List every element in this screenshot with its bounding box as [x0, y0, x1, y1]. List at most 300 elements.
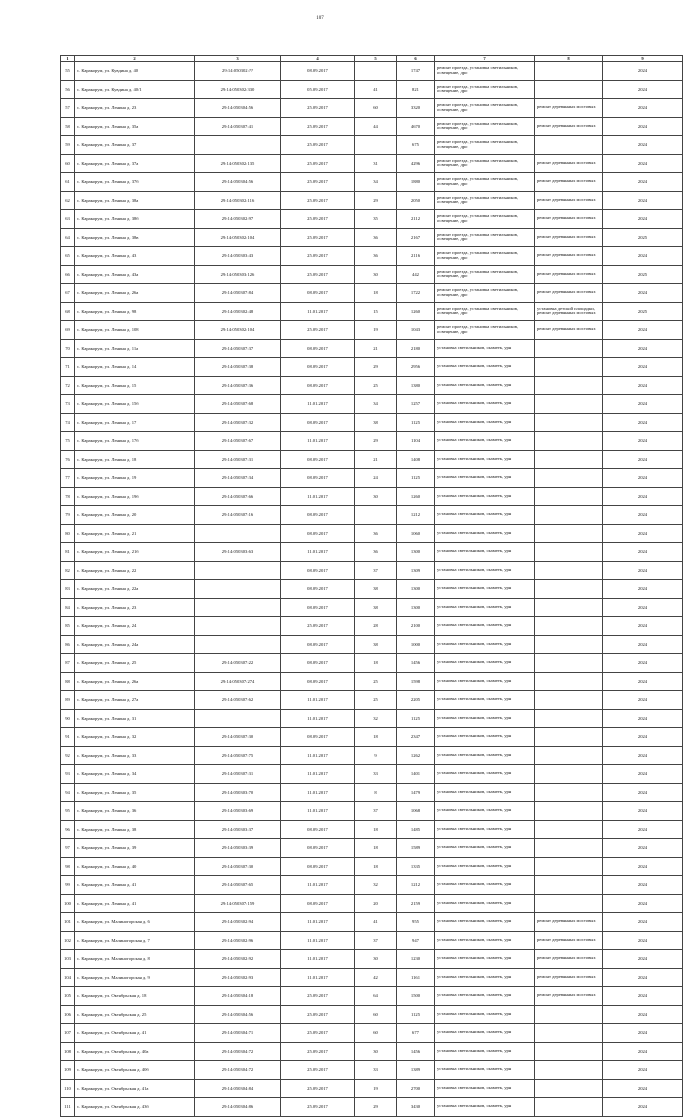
table-cell: 29:14:050302:135 — [195, 154, 281, 173]
table-cell — [535, 635, 603, 654]
table-cell: 2024 — [603, 691, 683, 710]
table-cell: 19 — [355, 1079, 397, 1098]
table-cell: 2024 — [603, 765, 683, 784]
table-cell: с. Каракорум, ул. Ленина д. 15 — [75, 376, 195, 395]
table-row — [61, 746, 683, 765]
table-cell: 2024 — [603, 136, 683, 155]
table-cell: с. Каракорум, ул. Малиногорская д. 7 — [75, 931, 195, 950]
table-row — [61, 62, 683, 81]
table-cell: 11.01.2017 — [281, 876, 355, 895]
table-cell: 11.01.2017 — [281, 783, 355, 802]
table-cell: 1500 — [397, 987, 435, 1006]
table-cell: 08.09.2017 — [281, 894, 355, 913]
table-cell — [535, 1042, 603, 1061]
table-cell: 1456 — [397, 1042, 435, 1061]
table-cell: 30 — [355, 487, 397, 506]
table-cell: 2024 — [603, 395, 683, 414]
column-header: 8 — [535, 56, 603, 62]
table-cell: с. Каракорум, ул. Ленина д. 22а — [75, 580, 195, 599]
table-cell: 90 — [61, 709, 75, 728]
table-cell: 25.09.2017 — [281, 1042, 355, 1061]
table-cell: 1068 — [397, 802, 435, 821]
table-cell: установка светильников, скамеек, урн — [435, 876, 535, 895]
table-cell: 29:14:050302:104 — [195, 228, 281, 247]
table-cell: 29 — [355, 358, 397, 377]
table-row — [61, 376, 683, 395]
table-cell: 11.01.2017 — [281, 968, 355, 987]
table-cell: 29:14:050304:72 — [195, 1042, 281, 1061]
column-header: 5 — [355, 56, 397, 62]
table-cell — [195, 617, 281, 636]
table-cell: с. Каракорум, ул. Ленина д. 24а — [75, 635, 195, 654]
table-cell: 78 — [61, 487, 75, 506]
table-cell: 2024 — [603, 62, 683, 81]
table-cell: с. Каракорум, ул. Кувдина д. 40 — [75, 62, 195, 81]
table-cell — [195, 598, 281, 617]
table-cell — [535, 1024, 603, 1043]
table-cell: 29:14:050304:84 — [195, 1079, 281, 1098]
table-cell — [535, 617, 603, 636]
table-cell: 08.09.2017 — [281, 62, 355, 81]
table-cell: с. Каракорум, ул. Ленина д. 38а — [75, 191, 195, 210]
table-cell: с. Каракорум, ул. Октябрьская д. 18 — [75, 987, 195, 1006]
table-cell: 11.01.2017 — [281, 709, 355, 728]
table-row — [61, 450, 683, 469]
table-cell: с. Каракорум, ул. Малиногорская д. 9 — [75, 968, 195, 987]
table-cell: 29:14:050304:56 — [195, 1005, 281, 1024]
table-cell: 1212 — [397, 506, 435, 525]
table-cell: 08.09.2017 — [281, 561, 355, 580]
table-cell: 73 — [61, 395, 75, 414]
table-cell: 2024 — [603, 1079, 683, 1098]
table-cell: 29:14:050304:56 — [195, 173, 281, 192]
table-cell — [535, 1098, 603, 1117]
table-row — [61, 783, 683, 802]
table-cell — [355, 62, 397, 81]
table-row — [61, 524, 683, 543]
table-cell: 28 — [355, 617, 397, 636]
table-cell: 11.01.2017 — [281, 543, 355, 562]
table-cell: 2024 — [603, 469, 683, 488]
table-cell: с. Каракорум, ул. Ленина д. 38в — [75, 228, 195, 247]
table-row — [61, 1024, 683, 1043]
table-cell — [535, 450, 603, 469]
table-cell: 08.09.2017 — [281, 598, 355, 617]
table-cell: 89 — [61, 691, 75, 710]
table-cell: с. Каракорум, ул. Октябрьская д. 41 — [75, 1024, 195, 1043]
table-cell: 25.09.2017 — [281, 321, 355, 340]
table-cell — [535, 580, 603, 599]
table-cell: ремонт деревянных мостовых — [535, 228, 603, 247]
table-cell: 11.01.2017 — [281, 302, 355, 321]
table-cell — [535, 654, 603, 673]
table-cell: с. Каракорум, ул. Октябрьская д. 43б — [75, 1098, 195, 1117]
table-cell: 29:14:050302:116 — [195, 191, 281, 210]
table-cell: установка светильников, скамеек, урн — [435, 931, 535, 950]
table-cell: 29:14:050302:104 — [195, 321, 281, 340]
table-cell: 2180 — [397, 339, 435, 358]
table-row — [61, 839, 683, 858]
table-cell: 2024 — [603, 950, 683, 969]
table-cell: установка светильников, скамеек, урн — [435, 543, 535, 562]
table-row — [61, 968, 683, 987]
table-cell: 101 — [61, 913, 75, 932]
table-cell: 2025 — [603, 302, 683, 321]
table-cell: 2024 — [603, 1098, 683, 1117]
table-row — [61, 950, 683, 969]
table-cell: 2024 — [603, 894, 683, 913]
table-cell: 110 — [61, 1079, 75, 1098]
table-cell: 2024 — [603, 339, 683, 358]
table-row — [61, 339, 683, 358]
table-cell: установка светильников, скамеек, урн — [435, 1098, 535, 1117]
table-cell: 1479 — [397, 783, 435, 802]
table-cell: 2024 — [603, 210, 683, 229]
table-cell: с. Каракорум, ул. Октябрьская д. 41а — [75, 1079, 195, 1098]
table-cell: 18 — [355, 857, 397, 876]
table-row — [61, 1005, 683, 1024]
table-cell: 11.01.2017 — [281, 487, 355, 506]
table-cell: 1598 — [397, 672, 435, 691]
table-cell: ремонт деревянных мостовых — [535, 99, 603, 118]
table-cell: 34 — [355, 173, 397, 192]
table-cell: 29:14:050304:71 — [195, 1024, 281, 1043]
table-cell — [535, 487, 603, 506]
table-cell — [535, 728, 603, 747]
table-cell: 57 — [61, 99, 75, 118]
table-cell: 1125 — [397, 1005, 435, 1024]
table-cell: 29:14:050307:38 — [195, 358, 281, 377]
table-cell: 08.09.2017 — [281, 654, 355, 673]
table-cell: 2024 — [603, 321, 683, 340]
table-cell: 08.09.2017 — [281, 469, 355, 488]
table-cell: 60 — [355, 1005, 397, 1024]
table-cell — [535, 136, 603, 155]
table-cell: 29:14:050302:48 — [195, 302, 281, 321]
table-cell: 2024 — [603, 672, 683, 691]
table-cell: 08.09.2017 — [281, 580, 355, 599]
table-row — [61, 1079, 683, 1098]
table-cell: 25.09.2017 — [281, 117, 355, 136]
table-row — [61, 987, 683, 1006]
table-cell: 2024 — [603, 376, 683, 395]
table-cell: 08.09.2017 — [281, 284, 355, 303]
table-cell: 21 — [355, 339, 397, 358]
table-cell: установка светильников, скамеек, урн — [435, 968, 535, 987]
table-cell: 29:14:050303:69 — [195, 802, 281, 821]
table-row — [61, 136, 683, 155]
table-cell: 65 — [61, 247, 75, 266]
table-cell: с. Каракорум, ул. Ленина д. 32 — [75, 728, 195, 747]
table-cell: 1125 — [397, 469, 435, 488]
table-row — [61, 432, 683, 451]
table-cell: 29:14:050302:92 — [195, 950, 281, 969]
table-cell: 104 — [61, 968, 75, 987]
table-cell: 3320 — [397, 99, 435, 118]
table-cell: установка светильников, скамеек, урн — [435, 1061, 535, 1080]
table-cell: 2024 — [603, 506, 683, 525]
table-cell: 1300 — [397, 598, 435, 617]
table-cell: с. Каракорум, ул. Малиногорская д. 6 — [75, 913, 195, 932]
table-cell: ремонт проезда, установка светильников, освещение, дро — [435, 117, 535, 136]
table-cell — [535, 469, 603, 488]
table-cell: 25.09.2017 — [281, 210, 355, 229]
table-cell: 2024 — [603, 284, 683, 303]
table-cell: 947 — [397, 931, 435, 950]
table-cell: 71 — [61, 358, 75, 377]
table-cell: 25.09.2017 — [281, 617, 355, 636]
table-cell — [355, 506, 397, 525]
table-cell: 18 — [355, 839, 397, 858]
table-row — [61, 802, 683, 821]
table-cell: 68 — [61, 302, 75, 321]
table-cell: 29 — [355, 191, 397, 210]
table-row — [61, 117, 683, 136]
table-cell: 106 — [61, 1005, 75, 1024]
table-cell: 29:14:050307:30 — [195, 728, 281, 747]
table-cell: 2024 — [603, 1042, 683, 1061]
table-cell: ремонт деревянных мостовых — [535, 117, 603, 136]
table-cell: с. Каракорум, ул. Октябрьская д. 40б — [75, 1061, 195, 1080]
table-cell: установка светильников, скамеек, урн — [435, 358, 535, 377]
table-cell: 105 — [61, 987, 75, 1006]
table-cell: 85 — [61, 617, 75, 636]
table-cell: 1309 — [397, 561, 435, 580]
table-row — [61, 487, 683, 506]
table-cell: 25.09.2017 — [281, 173, 355, 192]
table-cell: ремонт деревянных мостовых — [535, 210, 603, 229]
table-cell: 29 — [355, 1098, 397, 1117]
table-cell: 1380 — [397, 376, 435, 395]
table-cell: 25 — [355, 691, 397, 710]
table-cell: 29:14:050302:94 — [195, 913, 281, 932]
table-cell: 97 — [61, 839, 75, 858]
column-header: 4 — [281, 56, 355, 62]
table-cell: 08.09.2017 — [281, 524, 355, 543]
table-cell: 11.01.2017 — [281, 950, 355, 969]
table-cell: 2024 — [603, 968, 683, 987]
table-cell: 3430 — [397, 1098, 435, 1117]
table-cell: с. Каракорум, ул. Малиногорская д. 8 — [75, 950, 195, 969]
table-cell — [535, 746, 603, 765]
table-cell: 66 — [61, 265, 75, 284]
table-cell: ремонт деревянных мостовых — [535, 968, 603, 987]
table-cell: ремонт деревянных мостовых — [535, 987, 603, 1006]
table-cell: 81 — [61, 543, 75, 562]
table-cell: установка светильников, скамеек, урн — [435, 987, 535, 1006]
table-row — [61, 635, 683, 654]
table-cell: 41 — [355, 913, 397, 932]
table-cell — [535, 358, 603, 377]
table-cell: с. Каракорум, ул. Ленина д. 37б — [75, 173, 195, 192]
table-cell: 821 — [397, 80, 435, 99]
table-row — [61, 413, 683, 432]
table-cell: с. Каракорум, ул. Ленина д. 33 — [75, 746, 195, 765]
table-cell: 29:14:050302:97 — [195, 210, 281, 229]
table-cell: 1104 — [397, 432, 435, 451]
table-cell: 08.09.2017 — [281, 728, 355, 747]
table-cell: 88 — [61, 672, 75, 691]
table-cell: 08.09.2017 — [281, 339, 355, 358]
column-header: 3 — [195, 56, 281, 62]
table-cell: 30 — [355, 950, 397, 969]
table-cell — [195, 580, 281, 599]
table-cell: 25.09.2017 — [281, 1024, 355, 1043]
table-cell: 94 — [61, 783, 75, 802]
table-cell: с. Каракорум, ул. Ленина д. 43а — [75, 265, 195, 284]
table-cell: 2024 — [603, 1061, 683, 1080]
table-cell: 2024 — [603, 783, 683, 802]
table-cell: 29:14:050303:43 — [195, 247, 281, 266]
table-cell: 37 — [355, 561, 397, 580]
table-cell: 84 — [61, 598, 75, 617]
table-cell: 2024 — [603, 561, 683, 580]
table-cell: 29:14:050303:63 — [195, 543, 281, 562]
table-cell: 2024 — [603, 543, 683, 562]
table-cell: 62 — [61, 191, 75, 210]
table-row — [61, 506, 683, 525]
table-row — [61, 1098, 683, 1117]
table-cell: 1456 — [397, 654, 435, 673]
table-cell: 29:14:050302:?? — [195, 62, 281, 81]
table-cell: ремонт проезда, установка светильников, освещение, дро — [435, 191, 535, 210]
table-cell — [535, 543, 603, 562]
table-cell — [535, 783, 603, 802]
table-cell — [535, 709, 603, 728]
table-cell: 2024 — [603, 99, 683, 118]
table-cell: 1212 — [397, 876, 435, 895]
table-cell: 56 — [61, 80, 75, 99]
table-cell: 1060 — [397, 524, 435, 543]
table-cell: 74 — [61, 413, 75, 432]
table-cell: 4670 — [397, 117, 435, 136]
table-row — [61, 247, 683, 266]
table-cell: 35 — [355, 210, 397, 229]
table-cell: установка светильников, скамеек, урн — [435, 820, 535, 839]
column-header: 2 — [75, 56, 195, 62]
table-cell: 1161 — [397, 968, 435, 987]
table-cell: 36 — [355, 228, 397, 247]
table-cell: 2347 — [397, 728, 435, 747]
table-cell: 1589 — [397, 839, 435, 858]
table-cell: установка светильников, скамеек, урн — [435, 432, 535, 451]
table-cell: установка светильников, скамеек, урн — [435, 524, 535, 543]
table-cell: с. Каракорум, ул. Ленина д. 23 — [75, 598, 195, 617]
table-cell: 29:14:050307:22 — [195, 654, 281, 673]
table-row — [61, 154, 683, 173]
table-cell — [535, 524, 603, 543]
table-cell — [535, 62, 603, 81]
table-cell: с. Каракорум, ул. Ленина д. 19б — [75, 487, 195, 506]
data-table — [60, 55, 683, 1117]
table-cell: 25.09.2017 — [281, 1005, 355, 1024]
table-cell: 1485 — [397, 820, 435, 839]
table-cell: 29:14:050307:75 — [195, 746, 281, 765]
table-cell: 29:14:050307:65 — [195, 876, 281, 895]
table-row — [61, 358, 683, 377]
table-cell: 21 — [355, 450, 397, 469]
table-cell: с. Каракорум, ул. Ленина д. 38б — [75, 210, 195, 229]
table-cell: ремонт проезда, установка светильников, освещение, дро — [435, 228, 535, 247]
table-cell: с. Каракорум, ул. Ленина д. 19 — [75, 469, 195, 488]
table-row — [61, 395, 683, 414]
table-cell — [535, 1079, 603, 1098]
table-cell: 38 — [355, 580, 397, 599]
table-cell: установка светильников, скамеек, урн — [435, 913, 535, 932]
table-cell: 108 — [61, 1042, 75, 1061]
table-cell: 2100 — [397, 617, 435, 636]
table-cell: 2024 — [603, 654, 683, 673]
table-cell: ремонт деревянных мостовых — [535, 950, 603, 969]
table-cell: 29:14:050303:39 — [195, 839, 281, 858]
table-cell: с. Каракорум, ул. Ленина д. 17б — [75, 432, 195, 451]
table-cell: 37 — [355, 931, 397, 950]
table-row — [61, 728, 683, 747]
table-cell: 20 — [355, 894, 397, 913]
table-row — [61, 1061, 683, 1080]
table-cell — [195, 561, 281, 580]
table-cell — [535, 672, 603, 691]
table-cell — [535, 413, 603, 432]
table-cell: 1408 — [397, 450, 435, 469]
table-cell: 2024 — [603, 728, 683, 747]
table-cell: 29:14:050307:30 — [195, 857, 281, 876]
column-header: 9 — [603, 56, 683, 62]
table-cell: 18 — [355, 654, 397, 673]
table-cell: установка светильников, скамеек, урн — [435, 746, 535, 765]
table-cell: с. Каракорум, ул. Ленина д. 23 — [75, 99, 195, 118]
table-row — [61, 894, 683, 913]
table-cell: 05.09.2017 — [281, 80, 355, 99]
table-cell: 98 — [61, 857, 75, 876]
table-cell: 29:14:050307:16 — [195, 506, 281, 525]
table-cell: с. Каракорум, ул. Ленина д. 98 — [75, 302, 195, 321]
table-cell: 25 — [355, 672, 397, 691]
table-cell: 2024 — [603, 247, 683, 266]
table-cell: 1722 — [397, 284, 435, 303]
table-cell: 2025 — [603, 265, 683, 284]
table-cell: 15 — [355, 302, 397, 321]
table-cell: 100 — [61, 894, 75, 913]
table-cell: ремонт деревянных мостовых — [535, 247, 603, 266]
table-cell: с. Каракорум, ул. Ленина д. 26а — [75, 284, 195, 303]
table-row — [61, 228, 683, 247]
table-cell — [355, 136, 397, 155]
table-cell: 2112 — [397, 210, 435, 229]
table-cell: 25.09.2017 — [281, 154, 355, 173]
table-row — [61, 469, 683, 488]
table-cell: ремонт деревянных мостовых — [535, 191, 603, 210]
table-cell: 29:14:050307:66 — [195, 487, 281, 506]
table-cell: 96 — [61, 820, 75, 839]
table-cell: 64 — [355, 987, 397, 1006]
table-cell: 67 — [61, 284, 75, 303]
table-cell: 2024 — [603, 913, 683, 932]
table-cell: 2024 — [603, 524, 683, 543]
table-cell: 2024 — [603, 802, 683, 821]
table-cell: 36 — [355, 247, 397, 266]
table-cell: с. Каракорум, ул. Ленина д. 24 — [75, 617, 195, 636]
table-row — [61, 1042, 683, 1061]
table-cell: 2024 — [603, 857, 683, 876]
table-cell: 64 — [61, 228, 75, 247]
table-cell: 2024 — [603, 635, 683, 654]
table-row — [61, 617, 683, 636]
table-cell: установка светильников, скамеек, урн — [435, 487, 535, 506]
table-row — [61, 284, 683, 303]
table-cell — [535, 1061, 603, 1080]
table-cell: 87 — [61, 654, 75, 673]
